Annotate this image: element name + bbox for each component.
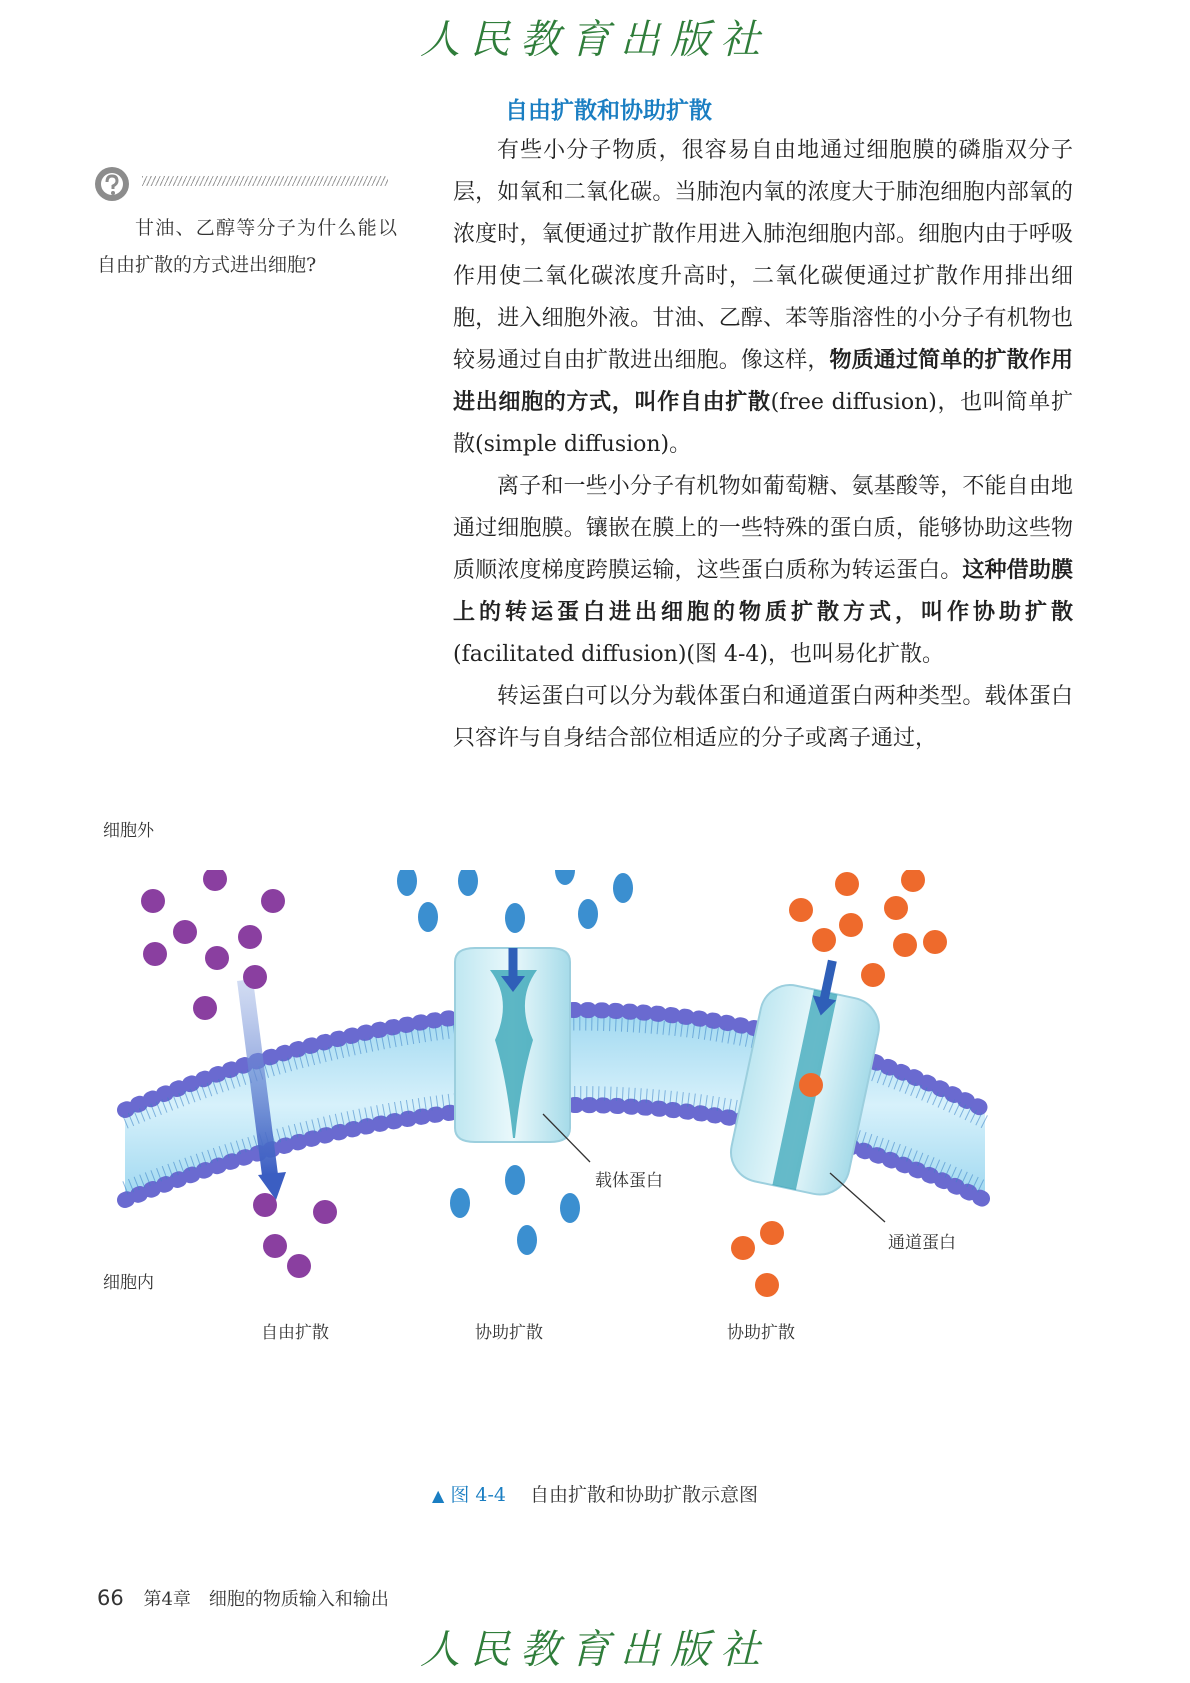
sidebar-question: 甘油、乙醇等分子为什么能以自由扩散的方式进出细胞? — [97, 217, 397, 276]
chapter-title: 第4章 细胞的物质输入和输出 — [143, 1589, 389, 1610]
figure-number: 图 4-4 — [450, 1484, 506, 1506]
question-bubble-icon — [93, 165, 131, 203]
page-number: 66 — [97, 1586, 124, 1610]
diffusion-figure — [95, 821, 1095, 1450]
outside-cell-label: 细胞外 — [103, 821, 154, 841]
channel-protein-label: 通道蛋白 — [888, 1233, 956, 1253]
publisher-logo-top: 人民教育出版社 — [420, 17, 770, 63]
body-text — [453, 130, 1073, 760]
page-footer — [97, 1585, 389, 1611]
paragraph-free-diffusion: 有些小分子物质，很容易自由地通过细胞膜的磷脂双分子层，如氧和二氧化碳。当肺泡内氧的浓度大于肺泡细胞内部氧的浓度时，氧便通过扩散作用进入肺泡细胞内部。细胞内由于呼吸作用使二氧化碳浓度升高时，二氧化碳便通过扩散作用排出细胞，进入细胞外液。甘油、乙醇、苯等脂溶性的小分子有机物也较易通过自由扩散进出细胞。像这样，物质通过简单的扩散作用进出细胞的方式，叫作自由扩散(free diffusion)，也叫简单扩散(simple diffusion)。 — [453, 138, 1073, 457]
figure-caption — [0, 1480, 1190, 1507]
carrier-protein-label: 载体蛋白 — [595, 1171, 663, 1191]
ion-in-channel — [799, 1073, 823, 1097]
sidebar-divider — [142, 176, 388, 186]
inside-cell-label: 细胞内 — [103, 1273, 154, 1293]
section-title: 自由扩散和协助扩散 — [505, 98, 712, 124]
paragraph-transport-proteins: 转运蛋白可以分为载体蛋白和通道蛋白两种类型。载体蛋白只容许与自身结合部位相适应的分子或离子通过， — [453, 684, 1073, 751]
free-diffusion-label: 自由扩散 — [261, 1323, 329, 1343]
channel-leader-line — [830, 1173, 885, 1222]
figure-title: 自由扩散和协助扩散示意图 — [530, 1484, 759, 1506]
carrier-diffusion-label: 协助扩散 — [475, 1323, 543, 1343]
paragraph-facilitated-diffusion: 离子和一些小分子有机物如葡萄糖、氨基酸等，不能自由地通过细胞膜。镶嵌在膜上的一些特殊的蛋白质，能够协助这些物质顺浓度梯度跨膜运输，这些蛋白质称为转运蛋白。这种借助膜上的转运蛋白进出细胞的物质扩散方式，叫作协助扩散(facilitated diffusion)(图 4-4)，也叫易化扩散。 — [453, 474, 1073, 667]
channel-diffusion-label: 协助扩散 — [727, 1323, 795, 1343]
publisher-logo-bottom: 人民教育出版社 — [420, 1627, 770, 1673]
caption-triangle-icon: ▲ — [431, 1486, 445, 1505]
carrier-protein — [455, 948, 570, 1142]
